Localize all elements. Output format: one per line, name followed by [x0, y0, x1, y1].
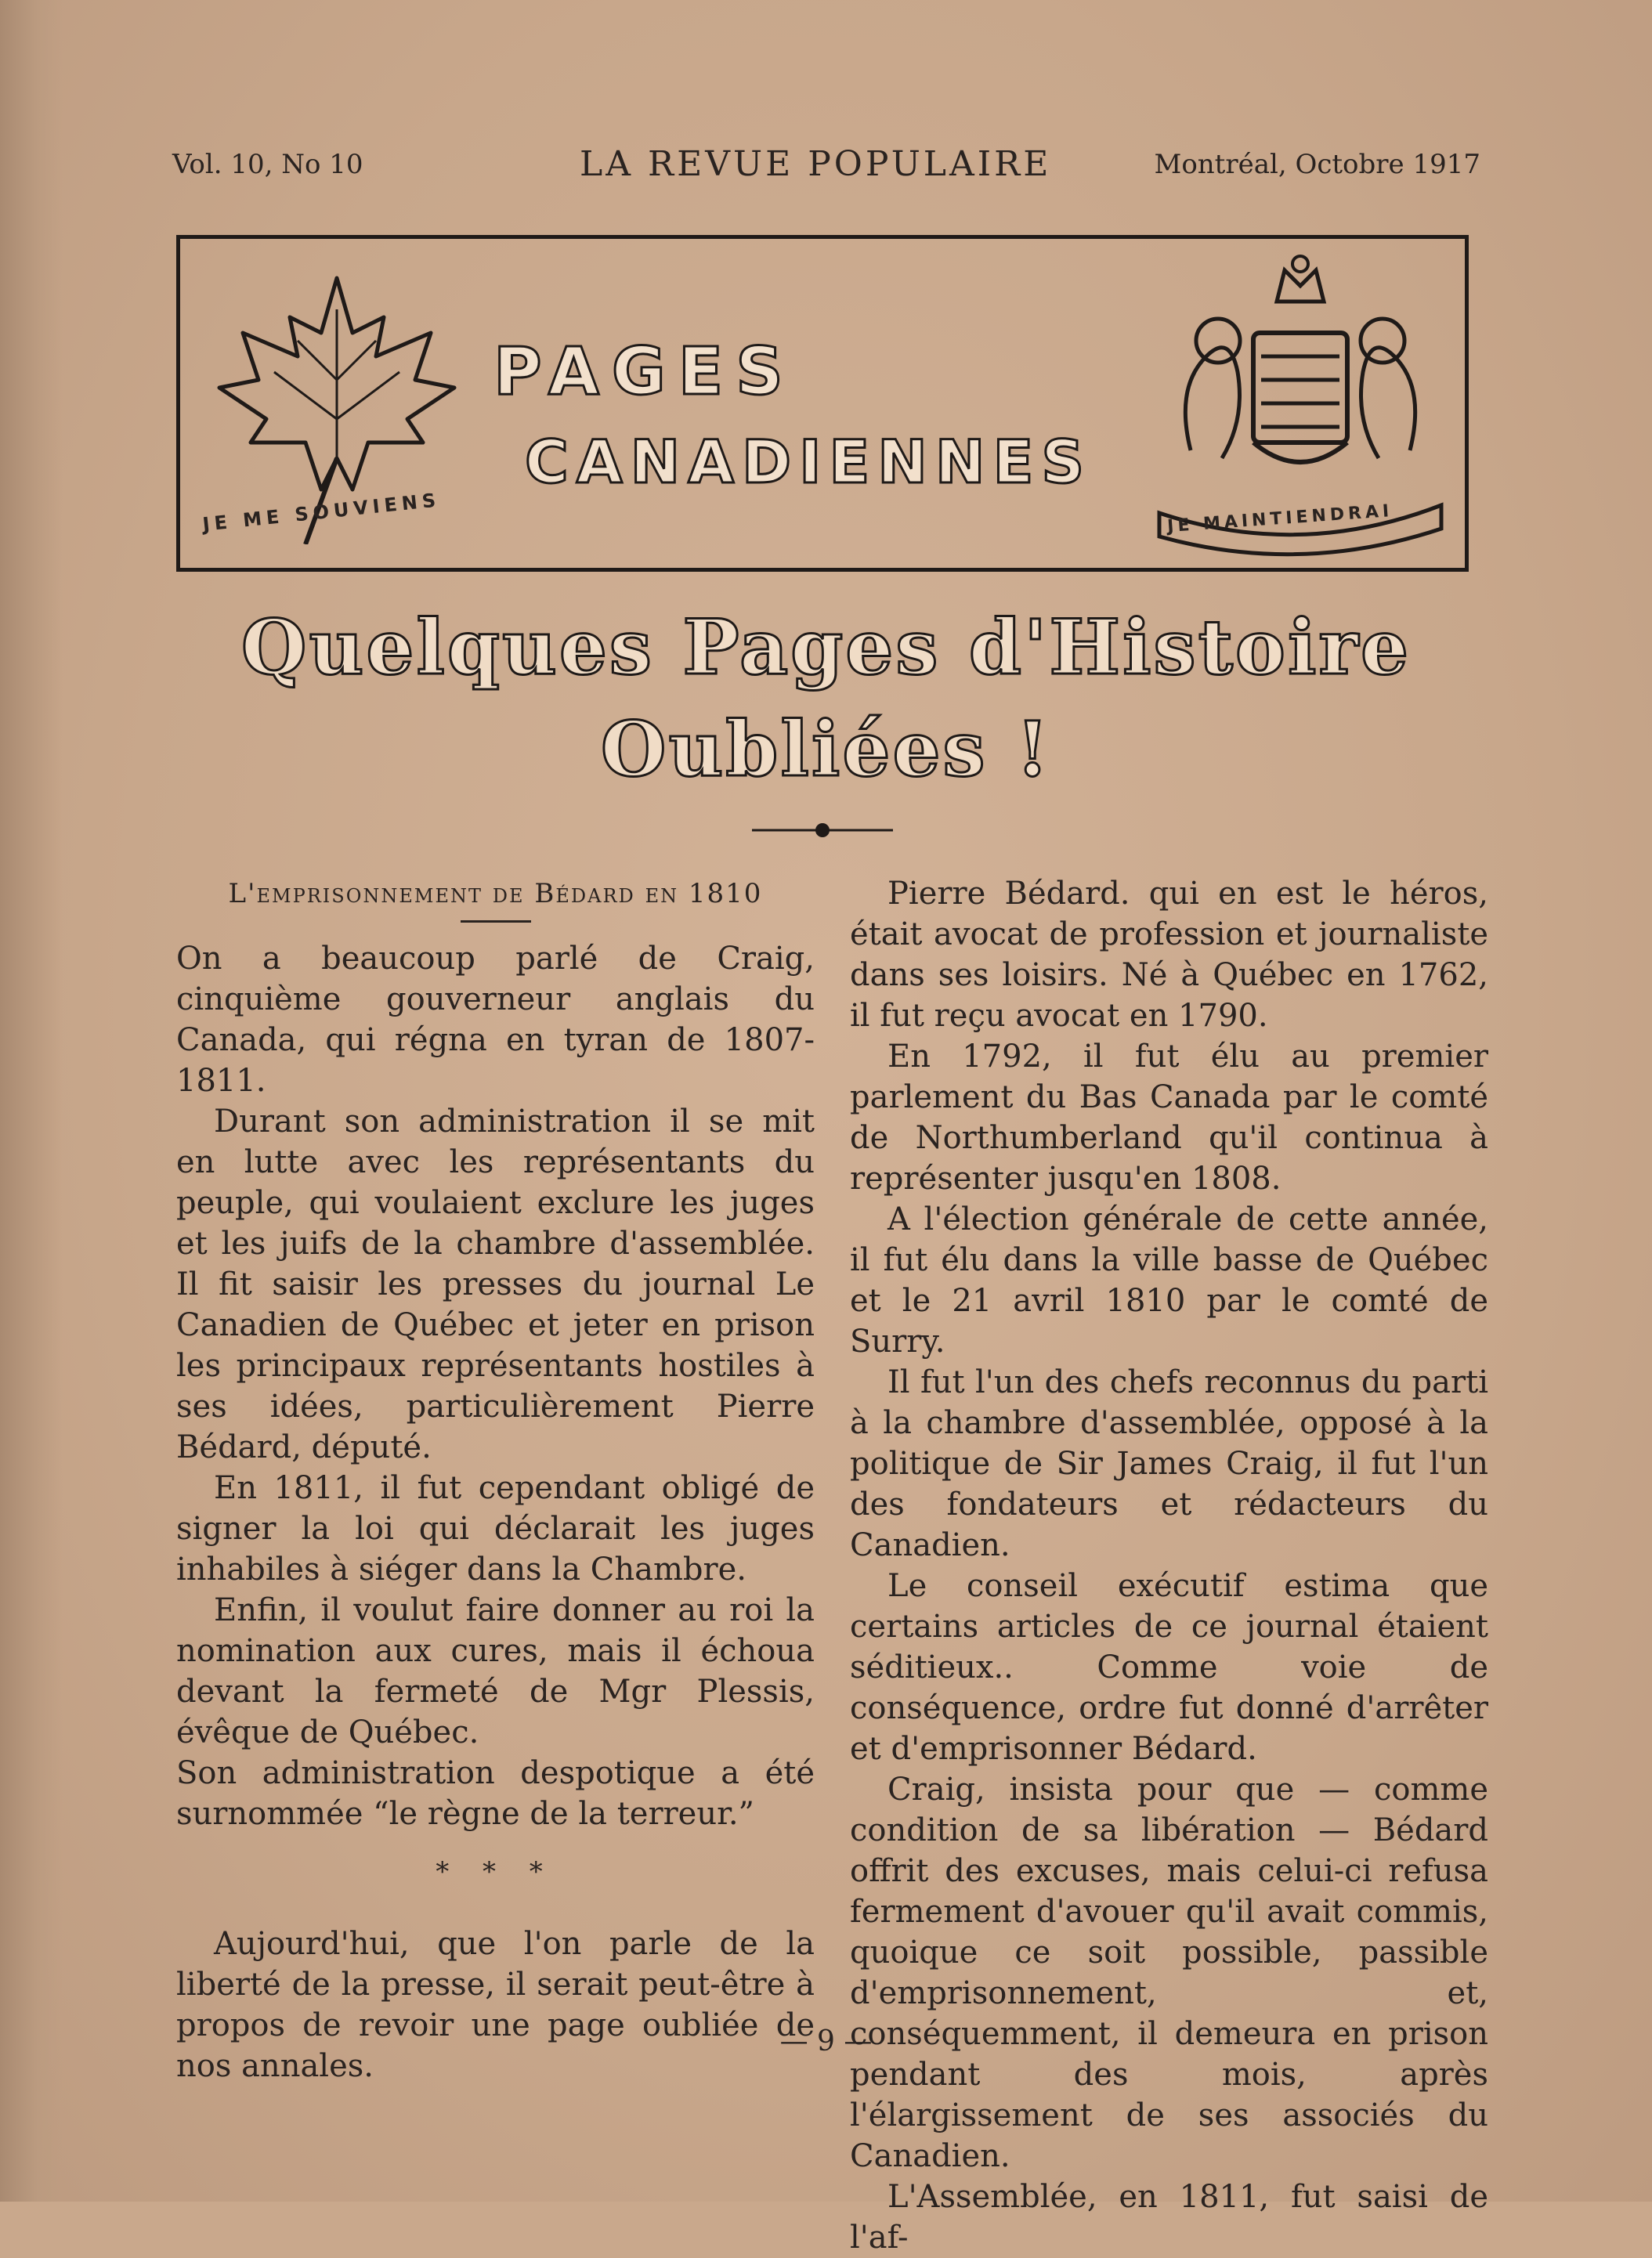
- left-closing-paragraph: Aujourd'hui, que l'on parle de la liberté de la presse, il serait peut-être à propos de revoir une page oubliée de nos annales.: [176, 1926, 815, 2084]
- article-title-line2: Oubliées !: [600, 705, 1052, 793]
- publication-name: LA REVUE POPULAIRE: [580, 144, 1052, 184]
- banner-title-line1: PAGES: [493, 333, 796, 410]
- section-heading: L'emprisonnement de Bédard en 1810: [228, 878, 763, 909]
- heading-rule: [461, 920, 531, 923]
- left-column: [176, 873, 815, 2086]
- left-paragraph: Son administration despotique a été surnommée “le règne de la terreur.”: [176, 1755, 815, 1832]
- left-paragraph: On a beaucoup parlé de Craig, cinquième gouverneur anglais du Canada, qui régna en tyran de 1807-1811.: [176, 941, 815, 1099]
- right-paragraph: Il fut l'un des chefs reconnus du parti à la chambre d'assemblée, opposé à la politique de Sir James Craig, il fut l'un des fondateurs et rédacteurs du Canadien.: [850, 1364, 1488, 1563]
- right-paragraph: Pierre Bédard. qui en est le héros, était avocat de profession et journaliste dans ses loisirs. Né à Québec en 1762, il fut reçu avocat en 1790.: [850, 876, 1488, 1034]
- banner-title-line2: CANADIENNES: [525, 427, 1093, 497]
- left-paragraph: En 1811, il fut cependant obligé de signer la loi qui déclarait les juges inhabiles à siéger dans la Chambre.: [176, 1470, 815, 1588]
- left-paragraph: Enfin, il voulut faire donner au roi la nomination aux cures, mais il échoua devant la fermeté de Mgr Plessis, évêque de Québec.: [176, 1592, 815, 1750]
- volume-number: Vol. 10, No 10: [172, 149, 363, 180]
- right-paragraph: Craig, insista pour que — comme condition de sa libération — Bédard offrit des excuses, mais celui-ci refusa fermement d'avouer qu'il avait commis, quoique ce soit possible, passible d'emprisonnement, et, conséquemment, il demeura en prison pendant des mois, après l'élargissement de ses associés du Canadien.: [850, 1772, 1488, 2174]
- right-paragraph: L'Assemblée, en 1811, fut saisi de l'af-: [850, 2179, 1488, 2256]
- right-paragraph: En 1792, il fut élu au premier parlement du Bas Canada par le comté de Northumberland qu'il continua à représenter jusqu'en 1808.: [850, 1039, 1488, 1197]
- section-banner: [176, 235, 1469, 572]
- motto-je-me-souviens: JE ME SOUVIENS: [201, 489, 442, 536]
- page-number: — 9 —: [779, 2025, 873, 2057]
- title-ornament: [744, 815, 901, 846]
- right-paragraph: A l'élection générale de cette année, il fut élu dans la ville basse de Québec et le 21 avril 1810 par le comté de Surry.: [850, 1201, 1488, 1360]
- article-title-line1: Quelques Pages d'Histoire: [240, 603, 1412, 692]
- left-paragraph: Durant son administration il se mit en lutte avec les représentants du peuple, qui voulaient exclure les juges et les juifs de la chambre d'assemblée. Il fit saisir les presses du journal Le Canadien de Québec et jeter en prison les principaux représentants hostiles à ses idées, particulièrement Pierre Bédard, député.: [176, 1104, 815, 1465]
- binding-shadow: [0, 0, 63, 2202]
- right-paragraph: Le conseil exécutif estima que certains articles de ce journal étaient séditieux.. Comme voie de conséquence, ordre fut donné d'arrêter et d'emprisonner Bédard.: [850, 1568, 1488, 1767]
- section-separator: * * *: [436, 1856, 555, 1888]
- motto-je-maintiendrai: JE MAINTIENDRAI: [1166, 500, 1394, 537]
- issue-date: Montréal, Octobre 1917: [1154, 149, 1480, 180]
- running-header: [172, 144, 1480, 196]
